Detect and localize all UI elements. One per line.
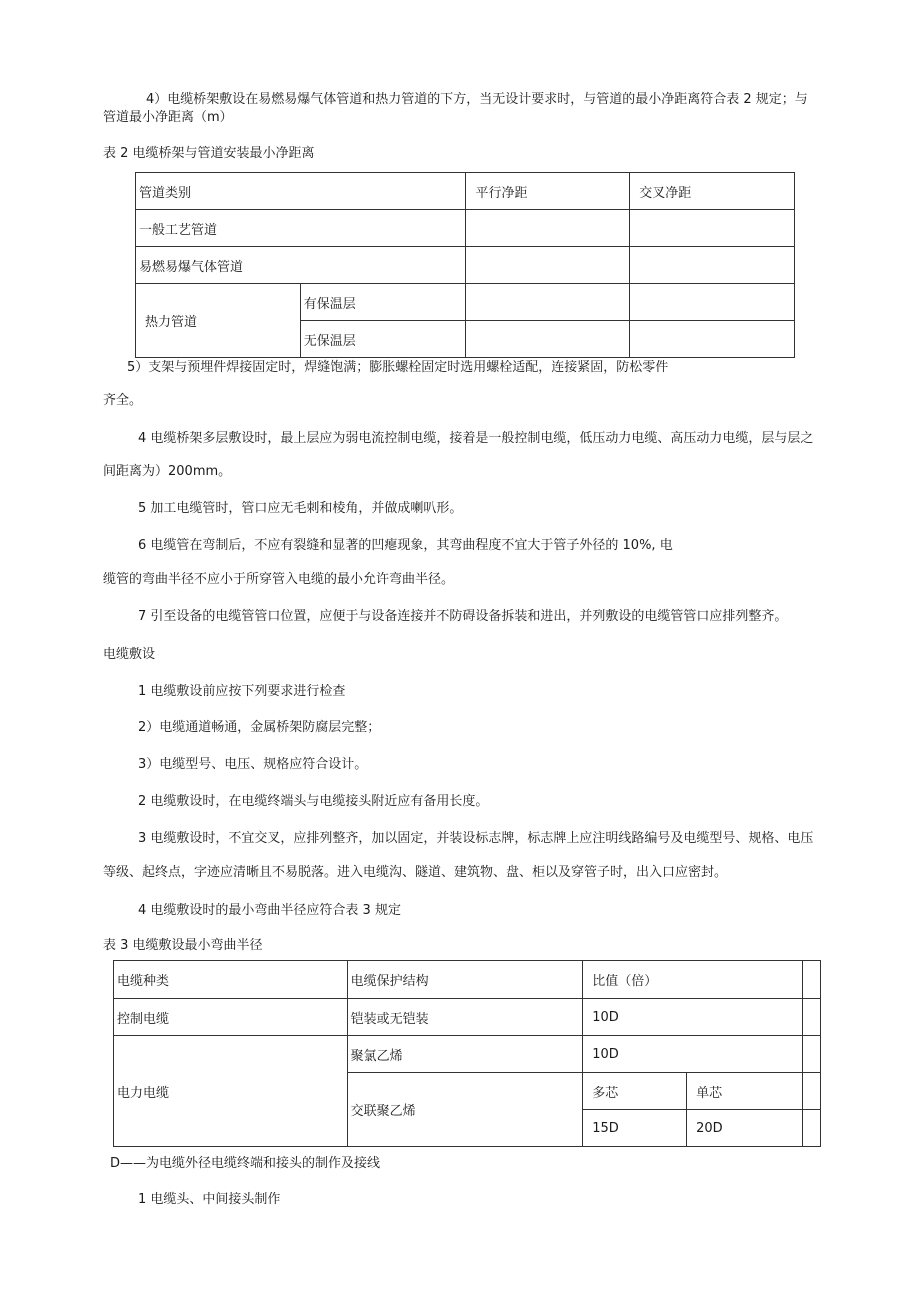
table-cell <box>466 247 630 284</box>
table-cell <box>466 321 630 358</box>
paragraph-4-line1: 4）电缆桥架敷设在易燃易爆气体管道和热力管道的下方，当无设计要求时，与管道的最小净距离符合表 2 规定；与 <box>146 92 808 107</box>
table3-armored: 铠装或无铠装 <box>347 999 583 1036</box>
item4-line2: 间距离为）200mm。 <box>103 464 232 479</box>
table-row <box>136 284 795 321</box>
laying-item1: 1 电缆敷设前应按下列要求进行检查 <box>138 684 346 699</box>
table-cell <box>802 1073 820 1110</box>
table-cell <box>630 284 795 321</box>
section-heading-cable-laying: 电缆敷设 <box>103 647 156 662</box>
table2-row-flammable: 易燃易爆气体管道 <box>136 247 466 284</box>
table2-row-heat: 热力管道 <box>136 284 301 358</box>
table3-header-structure: 电缆保护结构 <box>347 961 583 999</box>
laying-item1-sub2: 2）电缆通道畅通，金属桥架防腐层完整； <box>138 720 381 735</box>
table2-heat-uninsulated: 无保温层 <box>300 321 466 358</box>
table-cell <box>466 210 630 247</box>
table3-xlpe: 交联聚乙烯 <box>347 1073 583 1147</box>
table2-header-category: 管道类别 <box>136 173 466 210</box>
laying-item4: 4 电缆敷设时的最小弯曲半径应符合表 3 规定 <box>138 903 401 918</box>
table-cell <box>466 284 630 321</box>
table-row <box>114 999 821 1036</box>
paragraph-5-line2: 齐全。 <box>103 393 143 408</box>
table-row <box>136 247 795 284</box>
laying-item2: 2 电缆敷设时，在电缆终端头与电缆接头附近应有备用长度。 <box>138 794 489 809</box>
table-cell <box>630 321 795 358</box>
table2-header-cross: 交叉净距 <box>630 173 795 210</box>
table-row <box>136 210 795 247</box>
termination-item1: 1 电缆头、中间接头制作 <box>138 1192 281 1207</box>
table2-header-parallel: 平行净距 <box>466 173 630 210</box>
table3-header-type: 电缆种类 <box>114 961 348 999</box>
table3-single-ratio: 20D <box>687 1110 803 1147</box>
table-row <box>114 1036 821 1073</box>
table2-caption: 表 2 电缆桥架与管道安装最小净距离 <box>103 146 315 161</box>
laying-item3-line2: 等级、起终点，字迹应清晰且不易脱落。进入电缆沟、隧道、建筑物、盘、柜以及穿管子时，出入口应密封。 <box>103 865 728 880</box>
table3-power-cable: 电力电缆 <box>114 1036 348 1147</box>
laying-item3-line1: 3 电缆敷设时，不宜交叉，应排列整齐，加以固定，并装设标志牌，标志牌上应注明线路编号及电缆型号、规格、电压 <box>138 831 814 846</box>
table3 <box>113 960 821 1147</box>
table3-header-ratio: 比值（倍） <box>583 961 803 999</box>
table3-control-ratio: 10D <box>583 999 803 1036</box>
table2-row-general: 一般工艺管道 <box>136 210 466 247</box>
table-cell <box>802 1036 820 1073</box>
table3-caption: 表 3 电缆敷设最小弯曲半径 <box>103 938 263 953</box>
table3-pvc: 聚氯乙烯 <box>347 1036 583 1073</box>
table3-single-core: 单芯 <box>687 1073 803 1110</box>
table2 <box>135 172 795 358</box>
laying-item1-sub3: 3）电缆型号、电压、规格应符合设计。 <box>138 757 368 772</box>
paragraph-5-line1: 5）支架与预埋件焊接固定时，焊缝饱满；膨胀螺栓固定时选用螺栓适配，连接紧固，防松零件 <box>127 360 669 375</box>
item6-line2: 缆管的弯曲半径不应小于所穿管入电缆的最小允许弯曲半径。 <box>103 572 455 587</box>
table-cell <box>630 210 795 247</box>
table2-heat-insulated: 有保温层 <box>300 284 466 321</box>
table-cell <box>802 999 820 1036</box>
table-cell <box>630 247 795 284</box>
paragraph-4-line2: 管道最小净距离（m） <box>103 110 233 125</box>
note-d: D——为电缆外径电缆终端和接头的制作及接线 <box>110 1156 381 1171</box>
item7: 7 引至设备的电缆管管口位置，应便于与设备连接并不防碍设备拆装和进出，并列敷设的电缆管管口应排列整齐。 <box>138 609 788 624</box>
table3-pvc-ratio: 10D <box>583 1036 803 1073</box>
table3-header-row <box>114 961 821 999</box>
table3-control-cable: 控制电缆 <box>114 999 348 1036</box>
item4-line1: 4 电缆桥架多层敷设时，最上层应为弱电流控制电缆，接着是一般控制电缆，低压动力电缆、高压动力电缆，层与层之 <box>138 431 814 446</box>
item6-line1: 6 电缆管在弯制后，不应有裂缝和显著的凹瘪现象，其弯曲程度不宜大于管子外径的 10%, 电 <box>138 538 673 553</box>
table-cell <box>802 1110 820 1147</box>
table-cell <box>802 961 820 999</box>
table3-multi-ratio: 15D <box>583 1110 687 1147</box>
item5: 5 加工电缆管时，管口应无毛刺和棱角，并做成喇叭形。 <box>138 501 463 516</box>
table2-header-row <box>136 173 795 210</box>
table3-multi-core: 多芯 <box>583 1073 687 1110</box>
